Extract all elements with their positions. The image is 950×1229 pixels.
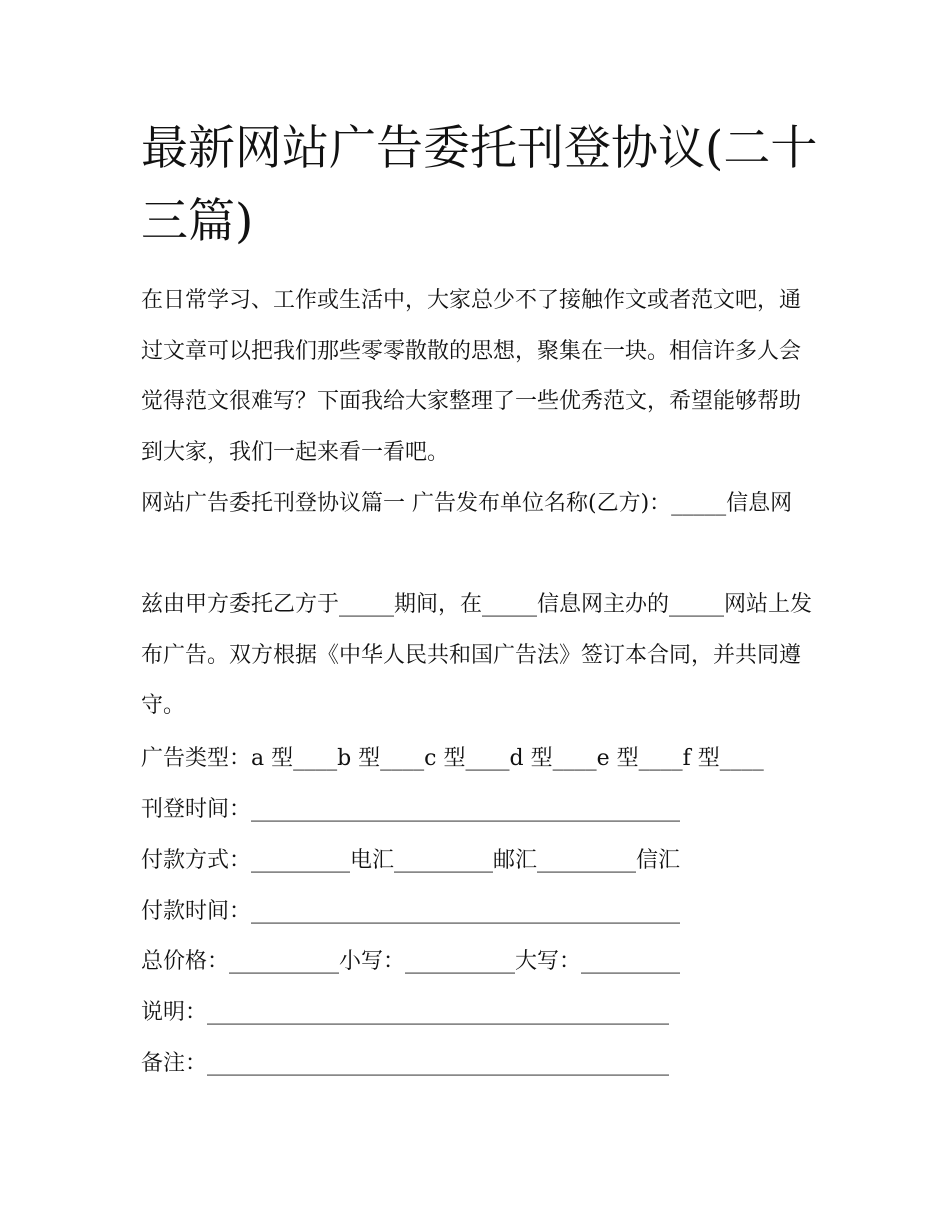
clause-paragraph: 兹由甲方委托乙方于_____期间，在_____信息网主办的_____网站上发布广告。双方根据《中华人民共和国广告法》签订本合同，并共同遵守。 — [141, 592, 813, 718]
intro-paragraph: 在日常学习、工作或生活中，大家总少不了接触作文或者范文吧，通过文章可以把我们那些零零散散的思想，聚集在一块。相信许多人会觉得范文很难写？下面我给大家整理了一些优秀范文，希望能够帮助到大家，我们一起来看一看吧。 — [141, 288, 802, 465]
payment-method-field: 付款方式：_________电汇_________邮汇_________信汇 — [141, 848, 681, 873]
remarks-field: 备注：__________________________________________ — [141, 1051, 670, 1076]
total-price-field: 总价格：__________小写：__________大写：_________ — [141, 949, 681, 974]
description-field: 说明：__________________________________________ — [141, 1000, 670, 1025]
ad-types-field: 广告类型：a 型____b 型____c 型____d 型____e 型____f 型____ — [141, 746, 764, 771]
document-title: 最新网站广告委托刊登协议(二十三篇) — [141, 121, 818, 249]
section-one-heading: 网站广告委托刊登协议篇一 广告发布单位名称(乙方)：_____信息网 — [141, 491, 793, 516]
publish-time-field: 刊登时间：_______________________________________ — [141, 797, 681, 822]
payment-time-field: 付款时间：_______________________________________ — [141, 899, 681, 924]
